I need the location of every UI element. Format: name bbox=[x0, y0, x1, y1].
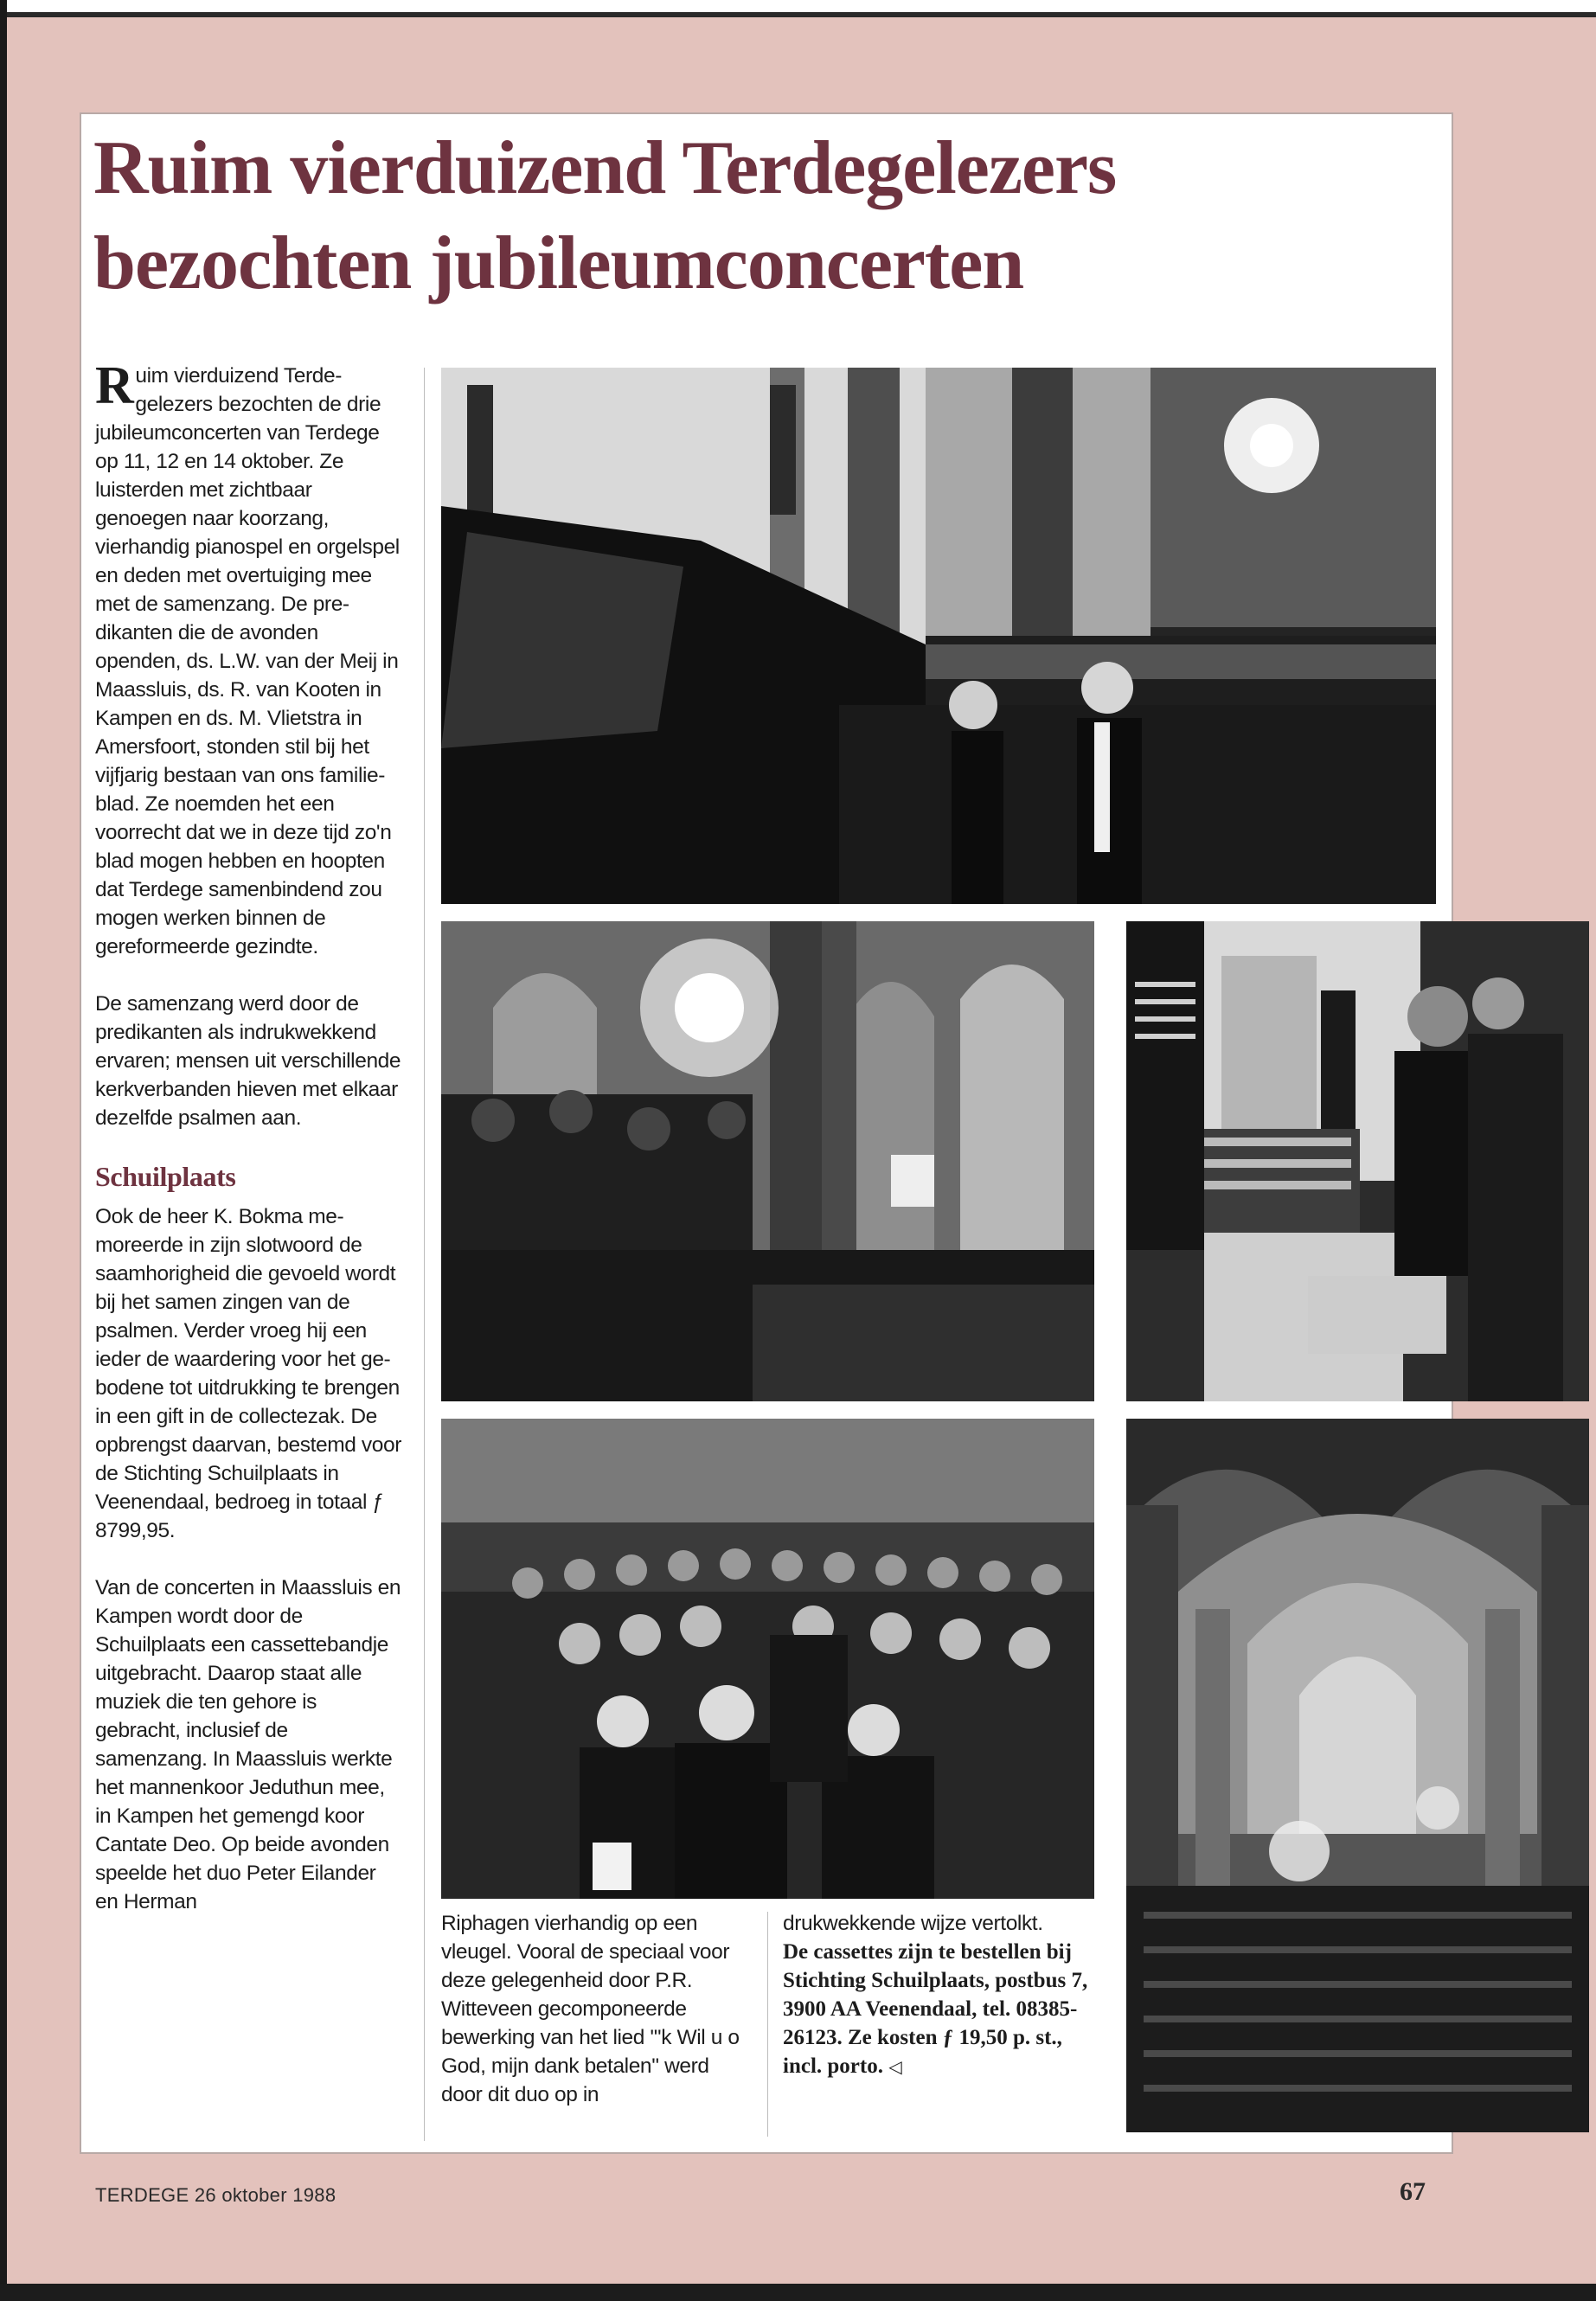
column-rule-middle bbox=[767, 1912, 768, 2137]
paragraph-cassette: Van de concerten in Maassluis en Kampen wordt door de Schuilplaats een cassettebandje uitgebracht. Daarop staat alle muziek die ten gehore is gebracht, inclusief de samenzang. In Maassluis werkte het mannenkoor Jeduthun mee, in Kampen het gemengd koor Cantate Deo. Op beide avonden speelde het duo Peter Eilander en Herman bbox=[95, 1576, 401, 1913]
paragraph-samenzang: De samenzang werd door de predikanten als indrukwekkend ervaren; mensen uit verschillende kerkverbanden hieven met elkaar dezelfde psalmen aan. bbox=[95, 992, 401, 1130]
paragraph-bokma: Ook de heer K. Bokma memoreerde in zijn slotwoord de saamhorigheid die gevoeld wordt bij het samen zingen van de psalmen. Verder vroeg hij een ieder de waardering voor het gebodene tot uitdrukking te brengen in een gift in de collectezak. De opbrengst daarvan, bestemd voor de Stichting Schuilplaats in Veenendaal, bedroeg in totaal ƒ 8799,95. bbox=[95, 1205, 401, 1542]
intro-text: uim vierduizend Terdegelezers bezochten de drie jubileumconcerten van Terdege op 11, 12 en 14 oktober. Ze luisterden met zichtbaar genoegen naar koorzang, vierhandig pianospel en orgelspel en deden met overtuiging mee met de samenzang. De predikanten die de avonden openden, ds. L.W. van der Meij in Maassluis, ds. R. van Kooten in Kampen en ds. M. Vlietstra in Amersfoort, stonden stil bij het vijfjarig bestaan van ons familieblad. Ze noemden het een voorrecht dat we in deze tijd zo'n blad mogen hebben en hoopten dat Terdege samenbindend zou mogen werken binnen de gereformeerde gezindte. bbox=[95, 364, 400, 958]
order-info-text: De cassettes zijn te bestellen bij Stichting Schuilplaats, postbus 7, 3900 AA Veenendaal, tel. 08385-26123. Ze kosten ƒ 19,50 p. st., incl. porto. bbox=[783, 1940, 1088, 2078]
column-rule-left bbox=[424, 368, 425, 2141]
paragraph-riphagen: Riphagen vierhandig op een vleugel. Vooral de speciaal voor deze gelegenheid door P.R. Witteveen gecomponeerde bewerking van het lied '''k Wil u o God, mijn dank betalen'' werd door dit duo op in bbox=[441, 1912, 740, 2106]
scan-bottom-edge bbox=[0, 2284, 1596, 2301]
left-text-column bbox=[95, 356, 402, 1945]
order-info-paragraph bbox=[783, 1938, 1103, 2081]
photo-church-chandelier bbox=[441, 921, 1094, 1401]
photo-piano-duo bbox=[441, 368, 1436, 904]
photo-organist bbox=[1126, 921, 1589, 1401]
subheading-schuilplaats: Schuilplaats bbox=[95, 1161, 236, 1192]
right-text-column bbox=[783, 1909, 1103, 2081]
paragraph-vertolkt: drukwekkende wijze vertolkt. bbox=[783, 1912, 1043, 1935]
drop-cap: R bbox=[95, 356, 134, 415]
photo-church-nave bbox=[1126, 1419, 1589, 2132]
headline-line-2: bezochten jubileumconcerten bbox=[93, 221, 1024, 305]
footer-page-number: 67 bbox=[1400, 2177, 1426, 2206]
photo-congregation bbox=[441, 1419, 1094, 1899]
footer-magazine-date: TERDEGE 26 oktober 1988 bbox=[95, 2184, 337, 2206]
scan-left-edge bbox=[0, 0, 7, 2301]
article-headline bbox=[93, 121, 1426, 311]
middle-text-column bbox=[441, 1909, 748, 2109]
intro-paragraph bbox=[95, 356, 402, 961]
headline-line-1: Ruim vierduizend Terdegelezers bbox=[93, 126, 1117, 210]
end-of-article-mark: ◁ bbox=[888, 2056, 902, 2077]
